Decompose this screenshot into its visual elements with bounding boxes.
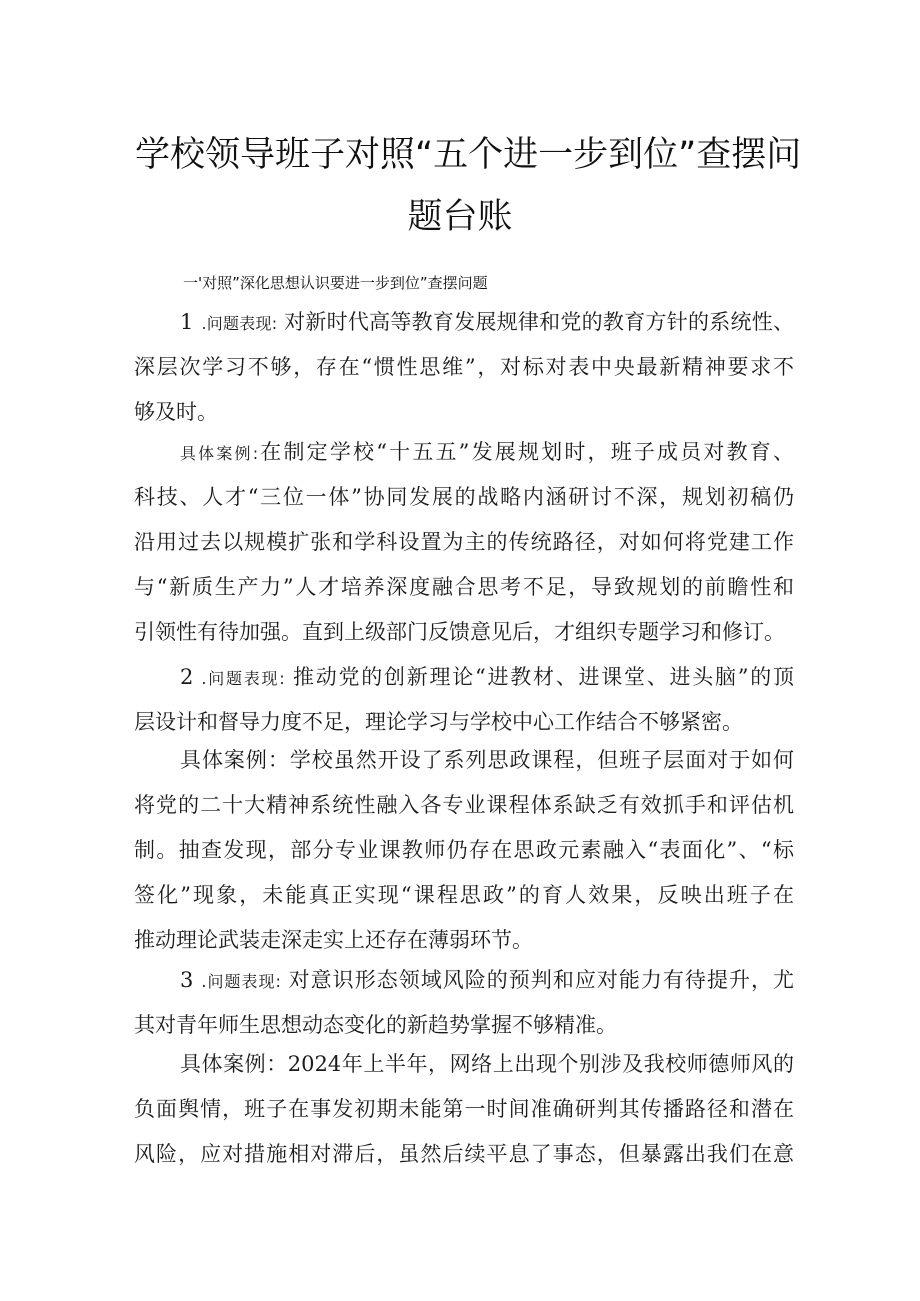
item-number: 1 (180, 310, 194, 334)
paragraph-line: 具体案例：2024年上半年，网络上出现个别涉及我校师德师风的 (180, 1052, 794, 1076)
paragraph-text: 对意识形态领域风险的预判和应对能力有待提升，尤 (288, 968, 794, 992)
paragraph-line: 与“新质生产力”人才培养深度融合思考不足，导致规划的前瞻性和 (134, 575, 794, 599)
case-paragraph-1 (134, 430, 794, 655)
item-number: 2 (180, 665, 194, 689)
paragraph-line: 引领性有待加强。直到上级部门反馈意见后，才组织专题学习和修订。 (134, 620, 785, 644)
paragraph-text: 推动党的创新理论“进教材、进课堂、进头脑”的顶 (293, 665, 794, 689)
document-title-line-1: 学校领导班子对照“五个进一步到位”查摆问 (135, 135, 802, 175)
paragraph-line: 风险，应对措施相对滞后，虽然后续平息了事态，但暴露出我们在意 (134, 1142, 794, 1166)
case-paragraph-2 (134, 738, 794, 963)
problem-paragraph-2 (134, 655, 794, 745)
paragraph-line: 将党的二十大精神系统性融入各专业课程体系缺乏有效抓手和评估机 (134, 793, 794, 817)
case-paragraph-3 (134, 1042, 794, 1177)
paragraph-line: 制。抽查发现，部分专业课教师仍存在思政元素融入“表面化”、“标 (134, 838, 794, 862)
problem-label: .问题表现: (201, 314, 278, 333)
paragraph-text: 对新时代高等教育发展规律和党的教育方针的系统性、 (284, 310, 794, 334)
problem-paragraph-1 (134, 300, 794, 435)
paragraph-line (134, 655, 794, 700)
paragraph-line: 科技、人才“三位一体”协同发展的战略内涵研讨不深，规划初稿仍 (134, 485, 794, 509)
paragraph-line: 具体案例：学校虽然开设了系列思政课程，但班子层面对于如何 (180, 748, 794, 772)
paragraph-line: 签化”现象，未能真正实现“课程思政”的育人效果，反映出班子在 (134, 883, 794, 907)
section-heading: 一'对照”深化思想认识要进一步到位”查摆问题 (183, 274, 488, 292)
case-label: 具体案例: (180, 444, 259, 463)
paragraph-line: 推动理论武装走深走实上还存在薄弱环节。 (134, 928, 533, 952)
problem-label: .问题表现: (201, 669, 285, 688)
paragraph-line: 沿用过去以规模扩张和学科设置为主的传统路径，对如何将党建工作 (134, 530, 794, 554)
paragraph-line (134, 430, 794, 475)
item-number: 3 (180, 968, 194, 992)
paragraph-line: 层设计和督导力度不足，理论学习与学校中心工作结合不够紧密。 (134, 710, 743, 734)
paragraph-line: 深层次学习不够，存在“惯性思维”，对标对表中央最新精神要求不 (134, 355, 794, 379)
paragraph-line (134, 300, 794, 345)
paragraph-line (134, 958, 794, 1003)
paragraph-text: 在制定学校“十五五”发展规划时，班子成员对教育、 (258, 440, 794, 464)
paragraph-line: 够及时。 (134, 400, 218, 424)
paragraph-line: 其对青年师生思想动态变化的新趋势掌握不够精准。 (134, 1013, 617, 1037)
problem-paragraph-3 (134, 958, 794, 1048)
paragraph-line: 负面舆情，班子在事发初期未能第一时间准确研判其传播路径和潜在 (134, 1097, 794, 1121)
document-title-line-2: 题台账 (407, 197, 513, 237)
problem-label: .问题表现: (201, 972, 281, 991)
